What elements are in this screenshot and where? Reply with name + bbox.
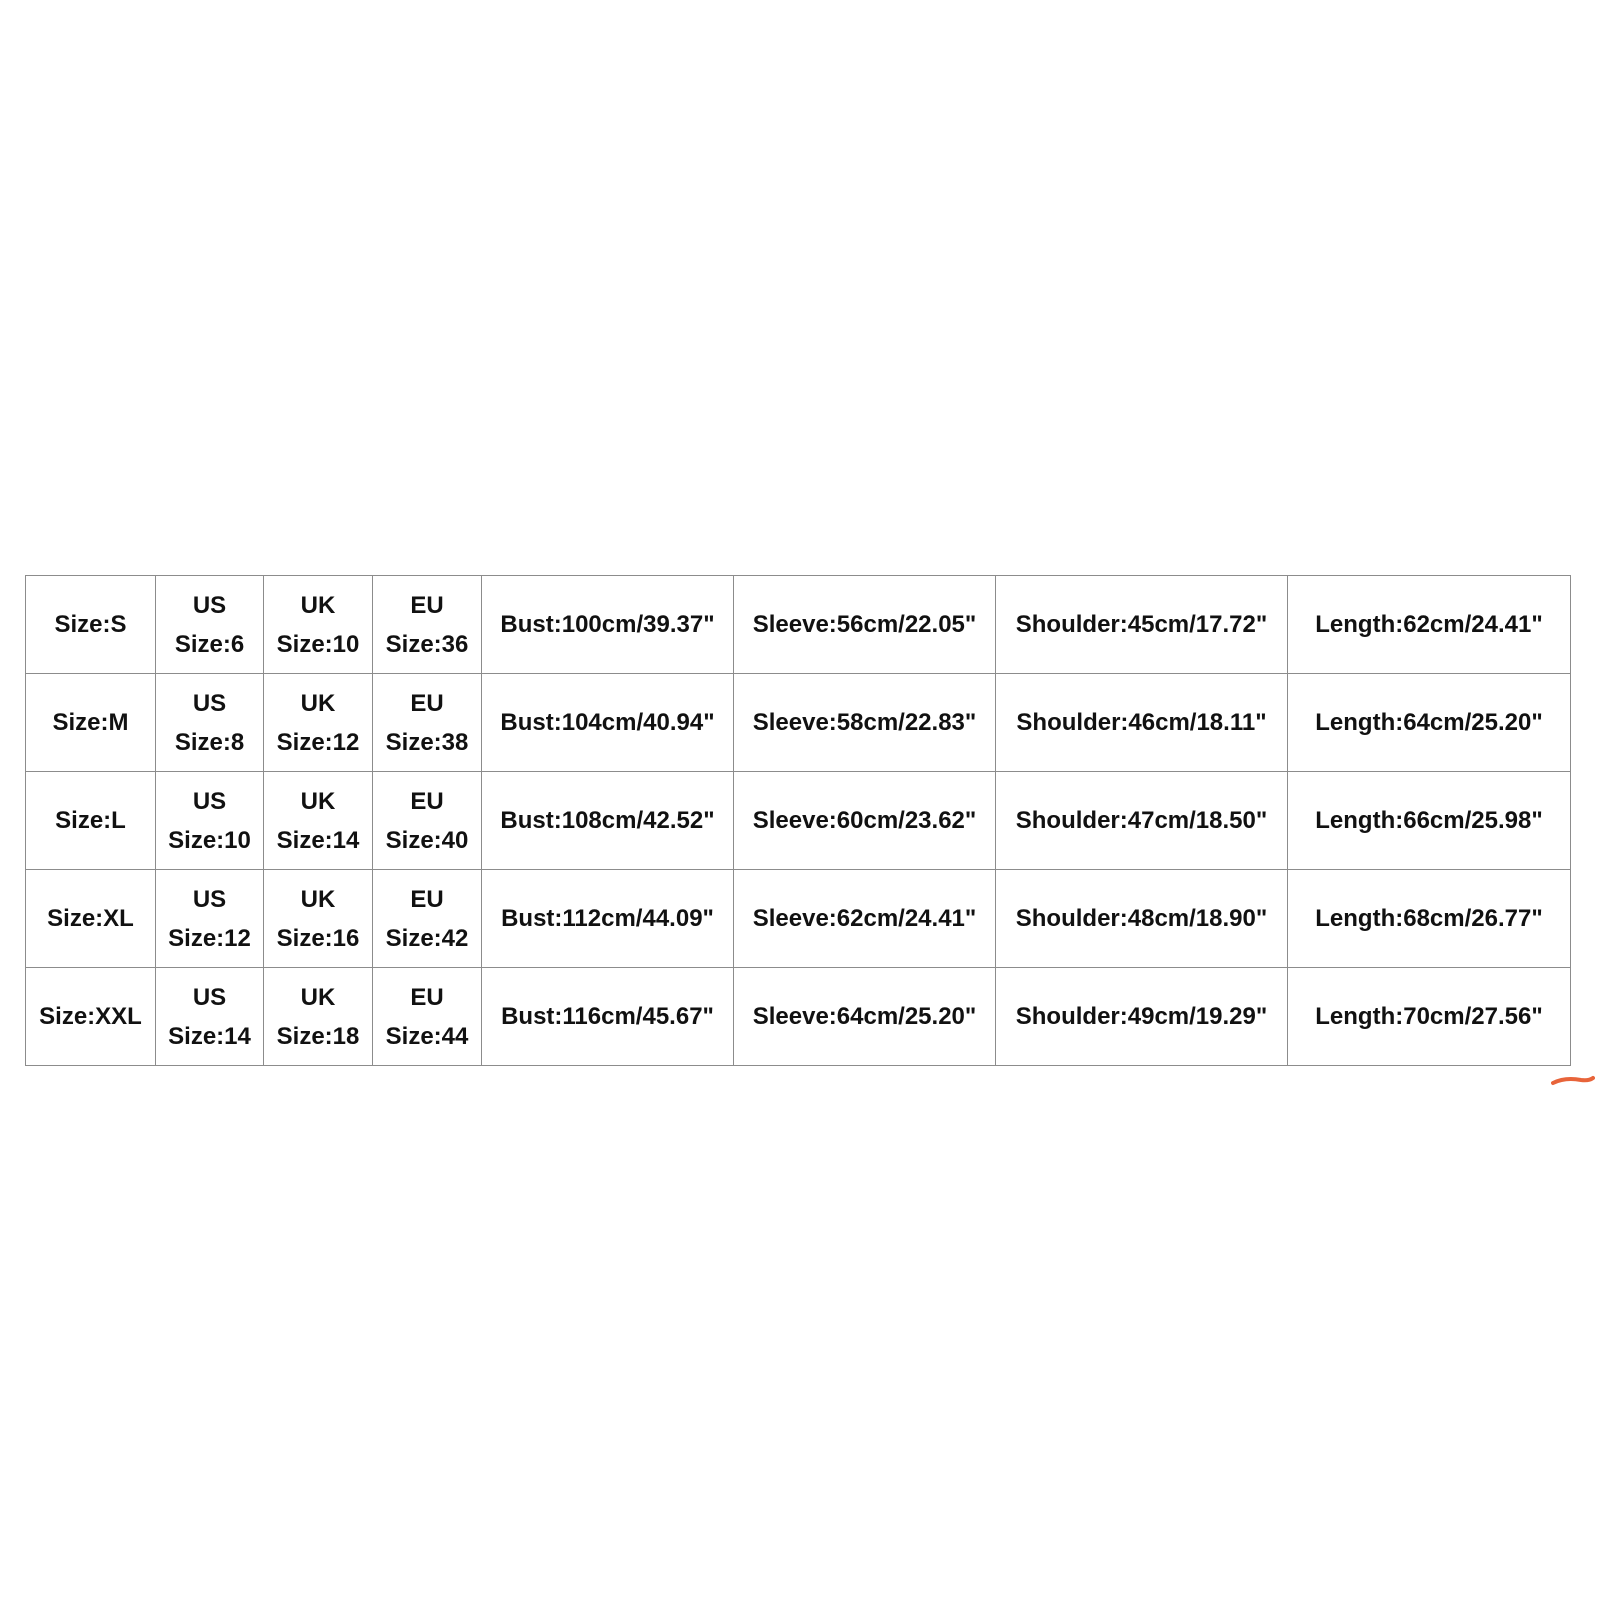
us-label: US	[192, 885, 227, 913]
length-cell: Length:68cm/26.77"	[1288, 870, 1571, 968]
eu-label: EU	[410, 885, 444, 913]
size-chart-table	[25, 575, 1571, 1066]
eu-size-cell	[373, 968, 482, 1066]
sleeve-cell: Sleeve:56cm/22.05"	[734, 576, 996, 674]
eu-size-cell	[373, 674, 482, 772]
uk-label: UK	[300, 787, 336, 815]
uk-size-cell	[264, 968, 373, 1066]
us-label: US	[192, 591, 227, 619]
size-row-s	[26, 576, 1571, 674]
size-row-xxl	[26, 968, 1571, 1066]
us-size-cell	[156, 968, 264, 1066]
uk-label: UK	[300, 983, 336, 1011]
shoulder-cell: Shoulder:47cm/18.50"	[996, 772, 1288, 870]
eu-label: EU	[410, 983, 444, 1011]
eu-label: EU	[410, 787, 444, 815]
us-size-cell	[156, 674, 264, 772]
corner-mark-icon	[1551, 1075, 1595, 1087]
uk-value: Size:14	[276, 826, 360, 854]
eu-size-cell	[373, 772, 482, 870]
sleeve-cell: Sleeve:58cm/22.83"	[734, 674, 996, 772]
shoulder-cell: Shoulder:46cm/18.11"	[996, 674, 1288, 772]
shoulder-cell: Shoulder:45cm/17.72"	[996, 576, 1288, 674]
length-cell: Length:64cm/25.20"	[1288, 674, 1571, 772]
uk-label: UK	[300, 885, 336, 913]
bust-cell: Bust:116cm/45.67"	[482, 968, 734, 1066]
us-value: Size:6	[174, 630, 245, 658]
uk-label: UK	[300, 689, 336, 717]
uk-size-cell	[264, 772, 373, 870]
uk-label: UK	[300, 591, 336, 619]
size-cell: Size:XL	[26, 870, 156, 968]
size-row-m	[26, 674, 1571, 772]
length-cell: Length:66cm/25.98"	[1288, 772, 1571, 870]
size-cell: Size:M	[26, 674, 156, 772]
us-size-cell	[156, 576, 264, 674]
eu-value: Size:42	[385, 924, 469, 952]
sleeve-cell: Sleeve:60cm/23.62"	[734, 772, 996, 870]
us-value: Size:8	[174, 728, 245, 756]
us-label: US	[192, 787, 227, 815]
uk-value: Size:12	[276, 728, 360, 756]
eu-size-cell	[373, 870, 482, 968]
eu-label: EU	[410, 591, 444, 619]
us-value: Size:14	[168, 1022, 251, 1050]
uk-size-cell	[264, 870, 373, 968]
eu-value: Size:38	[385, 728, 469, 756]
uk-value: Size:10	[276, 630, 360, 658]
sleeve-cell: Sleeve:62cm/24.41"	[734, 870, 996, 968]
bust-cell: Bust:104cm/40.94"	[482, 674, 734, 772]
bust-cell: Bust:108cm/42.52"	[482, 772, 734, 870]
bust-cell: Bust:112cm/44.09"	[482, 870, 734, 968]
bust-cell: Bust:100cm/39.37"	[482, 576, 734, 674]
eu-value: Size:40	[385, 826, 469, 854]
size-row-xl	[26, 870, 1571, 968]
shoulder-cell: Shoulder:49cm/19.29"	[996, 968, 1288, 1066]
us-label: US	[192, 689, 227, 717]
size-cell: Size:L	[26, 772, 156, 870]
us-label: US	[192, 983, 227, 1011]
us-value: Size:10	[168, 826, 251, 854]
length-cell: Length:62cm/24.41"	[1288, 576, 1571, 674]
uk-size-cell	[264, 576, 373, 674]
eu-size-cell	[373, 576, 482, 674]
eu-value: Size:36	[385, 630, 469, 658]
uk-size-cell	[264, 674, 373, 772]
sleeve-cell: Sleeve:64cm/25.20"	[734, 968, 996, 1066]
eu-label: EU	[410, 689, 444, 717]
uk-value: Size:18	[276, 1022, 360, 1050]
size-chart-body	[26, 576, 1571, 1066]
us-value: Size:12	[168, 924, 251, 952]
size-row-l	[26, 772, 1571, 870]
us-size-cell	[156, 772, 264, 870]
size-cell: Size:XXL	[26, 968, 156, 1066]
uk-value: Size:16	[276, 924, 360, 952]
us-size-cell	[156, 870, 264, 968]
size-cell: Size:S	[26, 576, 156, 674]
shoulder-cell: Shoulder:48cm/18.90"	[996, 870, 1288, 968]
eu-value: Size:44	[385, 1022, 469, 1050]
length-cell: Length:70cm/27.56"	[1288, 968, 1571, 1066]
